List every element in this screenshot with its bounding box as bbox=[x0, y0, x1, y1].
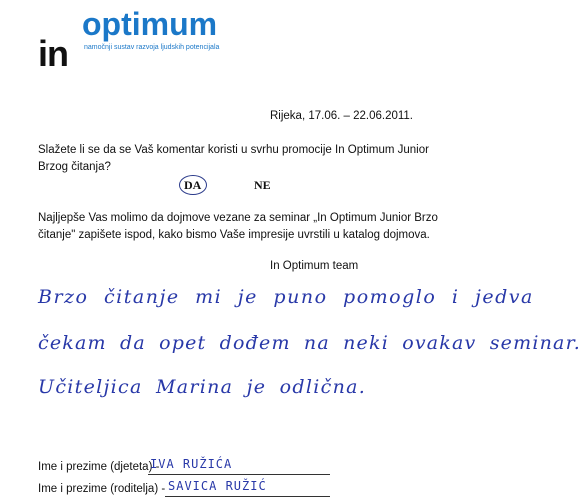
parent-name-label: Ime i prezime (roditelja) - bbox=[38, 483, 166, 495]
child-name-value: IVA RUŽIĆA bbox=[150, 457, 233, 471]
team-signature: In Optimum team bbox=[270, 260, 359, 272]
logo-prefix: in bbox=[38, 33, 68, 74]
logo-brand: optimum bbox=[82, 6, 218, 42]
option-no: NE bbox=[254, 178, 271, 192]
child-name-underline bbox=[148, 474, 330, 475]
date-line: Rijeka, 17.06. – 22.06.2011. bbox=[270, 110, 414, 122]
parent-name-value: SAVICA RUŽIĆ bbox=[168, 479, 267, 493]
logo-tagline: namočnji sustav razvoja ljudskih potencijala bbox=[84, 44, 220, 51]
child-name-label: Ime i prezime (djeteta) - bbox=[38, 461, 160, 473]
parent-name-underline bbox=[165, 496, 330, 497]
request-text: Najljepše Vas molimo da dojmove vezane za seminar „In Optimum Junior Brzo čitanje" zapišete ispod, kako bismo Vaše impresije uvrstili u katalog dojmova. bbox=[38, 212, 438, 241]
option-yes: DA bbox=[184, 178, 202, 192]
handwritten-comment-line-1: Brzo čitanje mi je puno pomoglo i jedva bbox=[38, 286, 534, 308]
company-logo bbox=[38, 6, 238, 76]
consent-question: Slažete li se da se Vaš komentar koristi u svrhu promocije In Optimum Junior Brzog čitanja? bbox=[38, 144, 429, 173]
handwritten-comment-line-3: Učiteljica Marina je odlična. bbox=[38, 376, 367, 398]
handwritten-comment-line-2: čekam da opet dođem na neki ovakav seminar. bbox=[38, 332, 581, 354]
